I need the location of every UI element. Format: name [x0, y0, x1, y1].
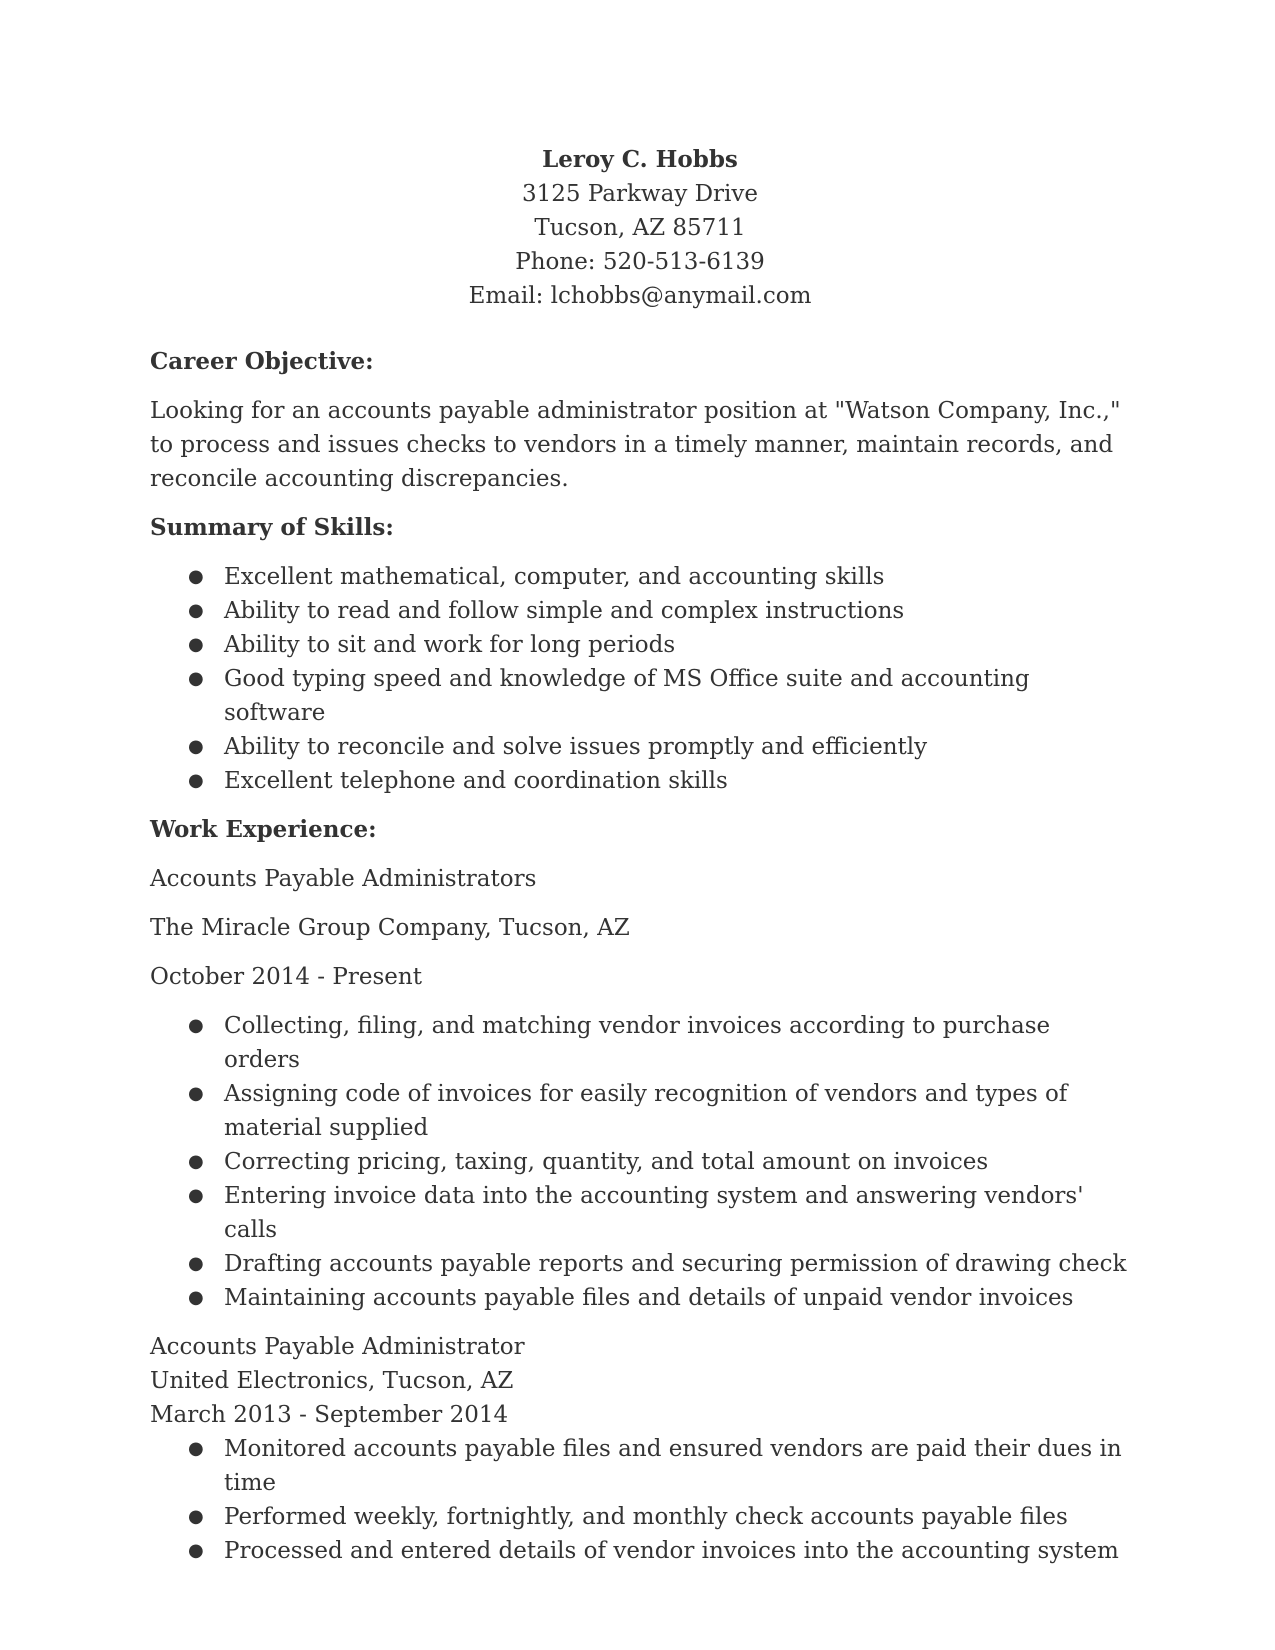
duty-text: Maintaining accounts payable files and details of unpaid vendor invoices: [224, 1285, 1074, 1311]
duty-text: Collecting, filing, and matching vendor invoices according to purchase orders: [224, 1013, 1051, 1073]
job-dates: October 2014 - Present: [150, 964, 422, 990]
bullet-icon: ●: [188, 770, 204, 791]
skill-text: Good typing speed and knowledge of MS Office suite and accounting software: [224, 666, 1030, 726]
address-line-2: Tucson, AZ 85711: [534, 215, 746, 241]
applicant-name: Leroy C. Hobbs: [542, 146, 738, 173]
bullet-icon: ●: [188, 1540, 204, 1561]
skill-item: [150, 764, 1130, 798]
bullet-icon: ●: [188, 600, 204, 621]
address-line-1: 3125 Parkway Drive: [521, 181, 759, 207]
skills-list: [150, 560, 1130, 798]
duty-item: [150, 1145, 1130, 1179]
skill-item: [150, 628, 1130, 662]
job-duties-list: [150, 1009, 1130, 1315]
duty-text: Drafting accounts payable reports and securing permission of drawing check: [224, 1251, 1127, 1277]
duty-item: [150, 1009, 1130, 1077]
skill-text: Excellent mathematical, computer, and accounting skills: [224, 564, 885, 590]
objective-heading: Career Objective:: [150, 348, 374, 375]
bullet-icon: ●: [188, 736, 204, 757]
bullet-icon: ●: [188, 1015, 204, 1036]
duty-text: Monitored accounts payable files and ensured vendors are paid their dues in time: [224, 1436, 1122, 1496]
duty-text: Assigning code of invoices for easily recognition of vendors and types of material supplied: [224, 1081, 1068, 1141]
bullet-icon: ●: [188, 1151, 204, 1172]
job-title: Accounts Payable Administrator: [150, 1334, 525, 1360]
bullet-icon: ●: [188, 1083, 204, 1104]
job-title: Accounts Payable Administrators: [150, 866, 537, 892]
duty-text: Processed and entered details of vendor invoices into the accounting system: [224, 1538, 1119, 1564]
bullet-icon: ●: [188, 634, 204, 655]
duty-item: [150, 1500, 1130, 1534]
job-duties-list: [150, 1432, 1130, 1568]
bullet-icon: ●: [188, 1438, 204, 1459]
skill-text: Excellent telephone and coordination skills: [224, 768, 728, 794]
duty-item: [150, 1432, 1130, 1500]
bullet-icon: ●: [188, 668, 204, 689]
job-company: The Miracle Group Company, Tucson, AZ: [150, 915, 630, 941]
skill-text: Ability to read and follow simple and complex instructions: [224, 598, 905, 624]
skill-text: Ability to sit and work for long periods: [224, 632, 676, 658]
skill-item: [150, 662, 1130, 730]
skill-text: Ability to reconcile and solve issues promptly and efficiently: [224, 734, 928, 760]
contact-header: [150, 143, 1130, 313]
job-entry-1: [150, 862, 1130, 1315]
job-entry-2: [150, 1330, 1130, 1568]
resume-page: [150, 143, 1130, 1568]
job-dates: March 2013 - September 2014: [150, 1402, 509, 1428]
duty-item: [150, 1247, 1130, 1281]
skill-item: [150, 730, 1130, 764]
duty-text: Entering invoice data into the accounting system and answering vendors' calls: [224, 1183, 1084, 1243]
skill-item: [150, 594, 1130, 628]
duty-text: Correcting pricing, taxing, quantity, and total amount on invoices: [224, 1149, 989, 1175]
bullet-icon: ●: [188, 1185, 204, 1206]
duty-item: [150, 1281, 1130, 1315]
duty-item: [150, 1077, 1130, 1145]
skills-heading: Summary of Skills:: [150, 514, 394, 541]
job-company: United Electronics, Tucson, AZ: [150, 1368, 514, 1394]
bullet-icon: ●: [188, 1253, 204, 1274]
phone-line: Phone: 520-513-6139: [515, 249, 765, 275]
bullet-icon: ●: [188, 566, 204, 587]
objective-text: Looking for an accounts payable administrator position at "Watson Company, Inc.," to process and issues checks to vendors in a timely manner, maintain records, and reconcile accounting discrepancies.: [150, 398, 1121, 492]
skill-item: [150, 560, 1130, 594]
duty-item: [150, 1179, 1130, 1247]
duty-item: [150, 1534, 1130, 1568]
experience-heading: Work Experience:: [150, 816, 377, 843]
bullet-icon: ●: [188, 1506, 204, 1527]
email-line: Email: lchobbs@anymail.com: [468, 283, 812, 309]
bullet-icon: ●: [188, 1287, 204, 1308]
duty-text: Performed weekly, fortnightly, and monthly check accounts payable files: [224, 1504, 1068, 1530]
